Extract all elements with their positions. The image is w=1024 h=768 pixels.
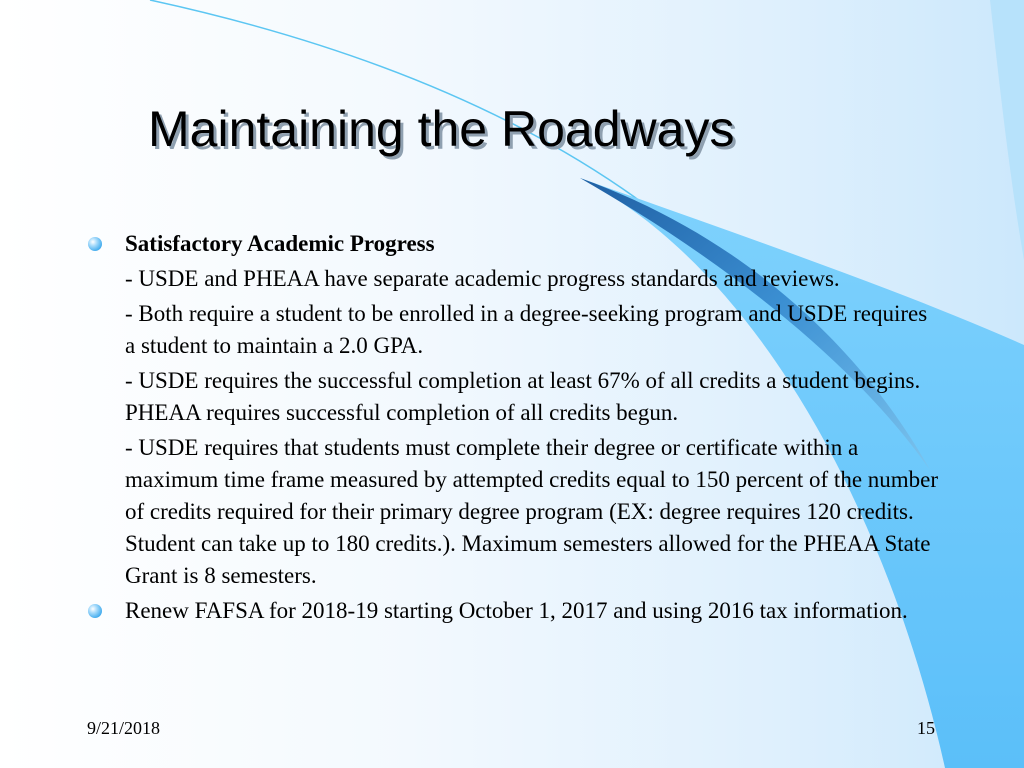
- bullet-heading: Satisfactory Academic Progress: [125, 231, 435, 256]
- bullet-text: Renew FAFSA for 2018-19 starting October 1, 2017 and using 2016 tax information.: [125, 598, 908, 623]
- footer-date: 9/21/2018: [87, 718, 161, 738]
- sub-point: - USDE requires the successful completion at least 67% of all credits a student begins. PHEAA requires successful completion of all credits begun.: [125, 368, 921, 425]
- slide-body: [88, 228, 948, 630]
- sub-point: - USDE requires that students must complete their degree or certificate within a maximum time frame measured by attempted credits equal to 150 percent of the number of credits required for their primary degree program (EX: degree requires 120 credits. Student can take up to 180 credits.). Maximum semesters allowed for the PHEAA State Grant is 8 semesters.: [125, 435, 939, 588]
- page-number: 15: [917, 718, 935, 738]
- right-edge-accent: [990, 0, 1024, 260]
- bullet-item: [88, 228, 948, 592]
- slide-title: Maintaining the Roadways: [148, 101, 735, 157]
- bullet-dot-icon: [88, 237, 102, 251]
- bullet-item: [88, 595, 948, 627]
- bullet-dot-icon: [88, 604, 102, 618]
- sub-point: - Both require a student to be enrolled in a degree-seeking program and USDE requires a student to maintain a 2.0 GPA.: [125, 301, 928, 358]
- sub-point: - USDE and PHEAA have separate academic progress standards and reviews.: [125, 266, 840, 291]
